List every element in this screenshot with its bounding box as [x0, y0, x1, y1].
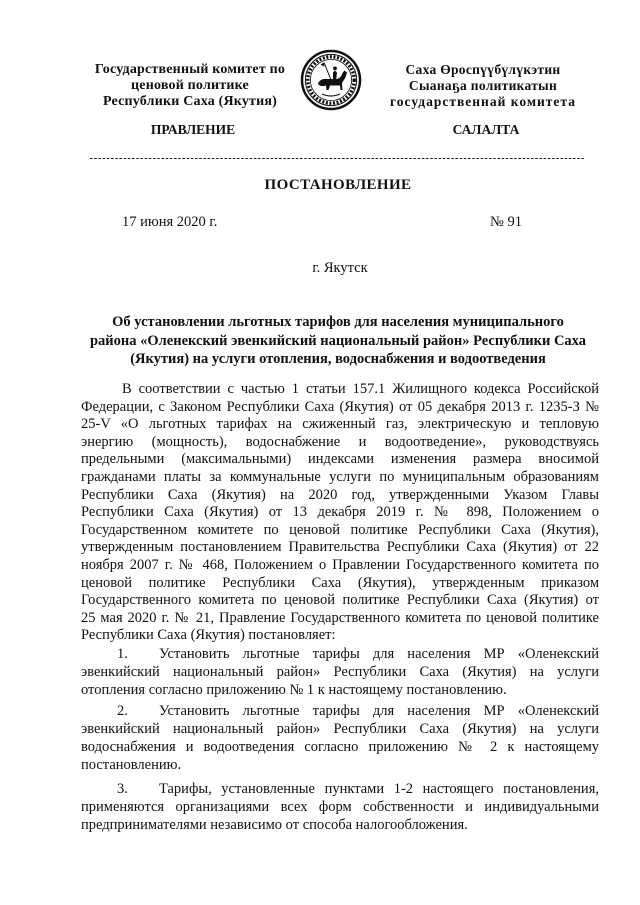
text-line: Республики Саха (Якутия) постановляет: — [81, 627, 336, 644]
text-line: Государственного комитета по ценовой политике Республики Саха (Якутия) от — [81, 592, 599, 609]
text-line: Государственном комитете по ценовой политике Республики Саха (Якутия), — [81, 521, 599, 538]
text-line: утвержденным постановлением Правительства Республики Саха (Якутия) от 22 — [81, 539, 599, 556]
document-title — [78, 313, 598, 369]
org-name-russian — [80, 62, 300, 110]
text-line: предельными (максимальными) индексами изменения размера вносимой — [81, 451, 599, 468]
text-line: 25-V «О льготных тарифах на сжиженный газ, электрическую и тепловую — [81, 416, 599, 433]
text-line: постановлению. — [81, 756, 182, 773]
text-line: ценовой политике Республики Саха (Якутия), утвержденным приказом — [81, 574, 599, 591]
text-line: 25 мая 2020 г. № 21, Правление Государственного комитета по ценовой политике — [81, 609, 599, 626]
title-line: (Якутия) на услуги отопления, водоснабжения и водоотведения — [130, 351, 546, 367]
text-line: водоснабжения и водоотведения согласно приложению № 2 к настоящему — [81, 738, 599, 755]
document-place: г. Якутск — [312, 260, 368, 276]
item-number: 1. — [117, 646, 128, 662]
text-line: Республики Саха (Якутия) на 2020 год, утвержденными Указом Главы — [81, 486, 599, 503]
department-yakut: САЛАЛТА — [452, 122, 520, 137]
text-line: эвенкийский национальный район» Республики Саха (Якутия) на услуги — [81, 663, 599, 680]
org-name-line: Сыанаҕа политикатын — [408, 78, 558, 93]
coat-of-arms-icon — [300, 49, 362, 111]
department-russian: ПРАВЛЕНИЕ — [150, 122, 236, 137]
title-line: Об установлении льготных тарифов для населения муниципального — [112, 314, 564, 330]
preamble-paragraph — [81, 381, 599, 645]
text-line: Республики Саха (Якутия) от 13 декабря 2019 г. № 898, Положением о — [81, 504, 599, 521]
text-line: Тарифы, установленные пунктами 1-2 настоящего постановления, — [159, 781, 599, 797]
document-type: ПОСТАНОВЛЕНИЕ — [264, 177, 412, 193]
item-first-line — [81, 646, 599, 664]
text-line: Федерации, с Законом Республики Саха (Якутия) от 05 декабря 2013 г. 1235-З № — [81, 398, 599, 415]
resolution-item-3 — [81, 781, 599, 835]
item-number: 2. — [117, 703, 128, 719]
item-number: 3. — [117, 781, 128, 797]
org-name-line: Саха Өроспүүбүлүкэтин — [405, 62, 561, 77]
text-line: применяются организациями всех форм собственности и индивидуальными — [81, 798, 599, 815]
document-number: № 91 — [490, 214, 522, 230]
text-line: энергию (мощность), водоснабжение и водоотведение», руководствуясь — [81, 433, 599, 450]
item-first-line — [81, 703, 599, 721]
text-line: гражданами платы за коммунальные услуги по муниципальным образованиям — [81, 468, 599, 485]
text-line: ноября 2007 г. № 468, Положением о Правлении Государственного комитета по — [81, 556, 599, 573]
text-line: В соответствии с частью 1 статьи 157.1 Жилищного кодекса Российской — [122, 381, 599, 397]
text-line: Установить льготные тарифы для населения МР «Оленекский — [159, 646, 599, 662]
text-line: отопления согласно приложению № 1 к настоящему постановлению. — [81, 681, 507, 698]
document-date: 17 июня 2020 г. — [122, 214, 218, 230]
org-name-line: ценовой политике — [131, 78, 249, 93]
title-line: района «Оленекский эвенкийский национальный район» Республики Саха — [89, 332, 586, 349]
text-line: Установить льготные тарифы для населения МР «Оленекский — [159, 703, 599, 719]
org-name-line: Республики Саха (Якутия) — [102, 94, 278, 109]
org-name-yakut — [383, 62, 583, 110]
text-line: предпринимателями независимо от способа налогообложения. — [81, 816, 468, 833]
org-name-line: Государственный комитет по — [94, 62, 286, 77]
dashed-divider — [90, 147, 584, 150]
resolution-item-2 — [81, 703, 599, 775]
item-first-line — [81, 781, 599, 799]
text-line: эвенкийский национальный район» Республики Саха (Якутия) на услуги — [81, 720, 599, 737]
org-name-line: государственнай комитета — [390, 94, 576, 109]
resolution-item-1 — [81, 646, 599, 700]
